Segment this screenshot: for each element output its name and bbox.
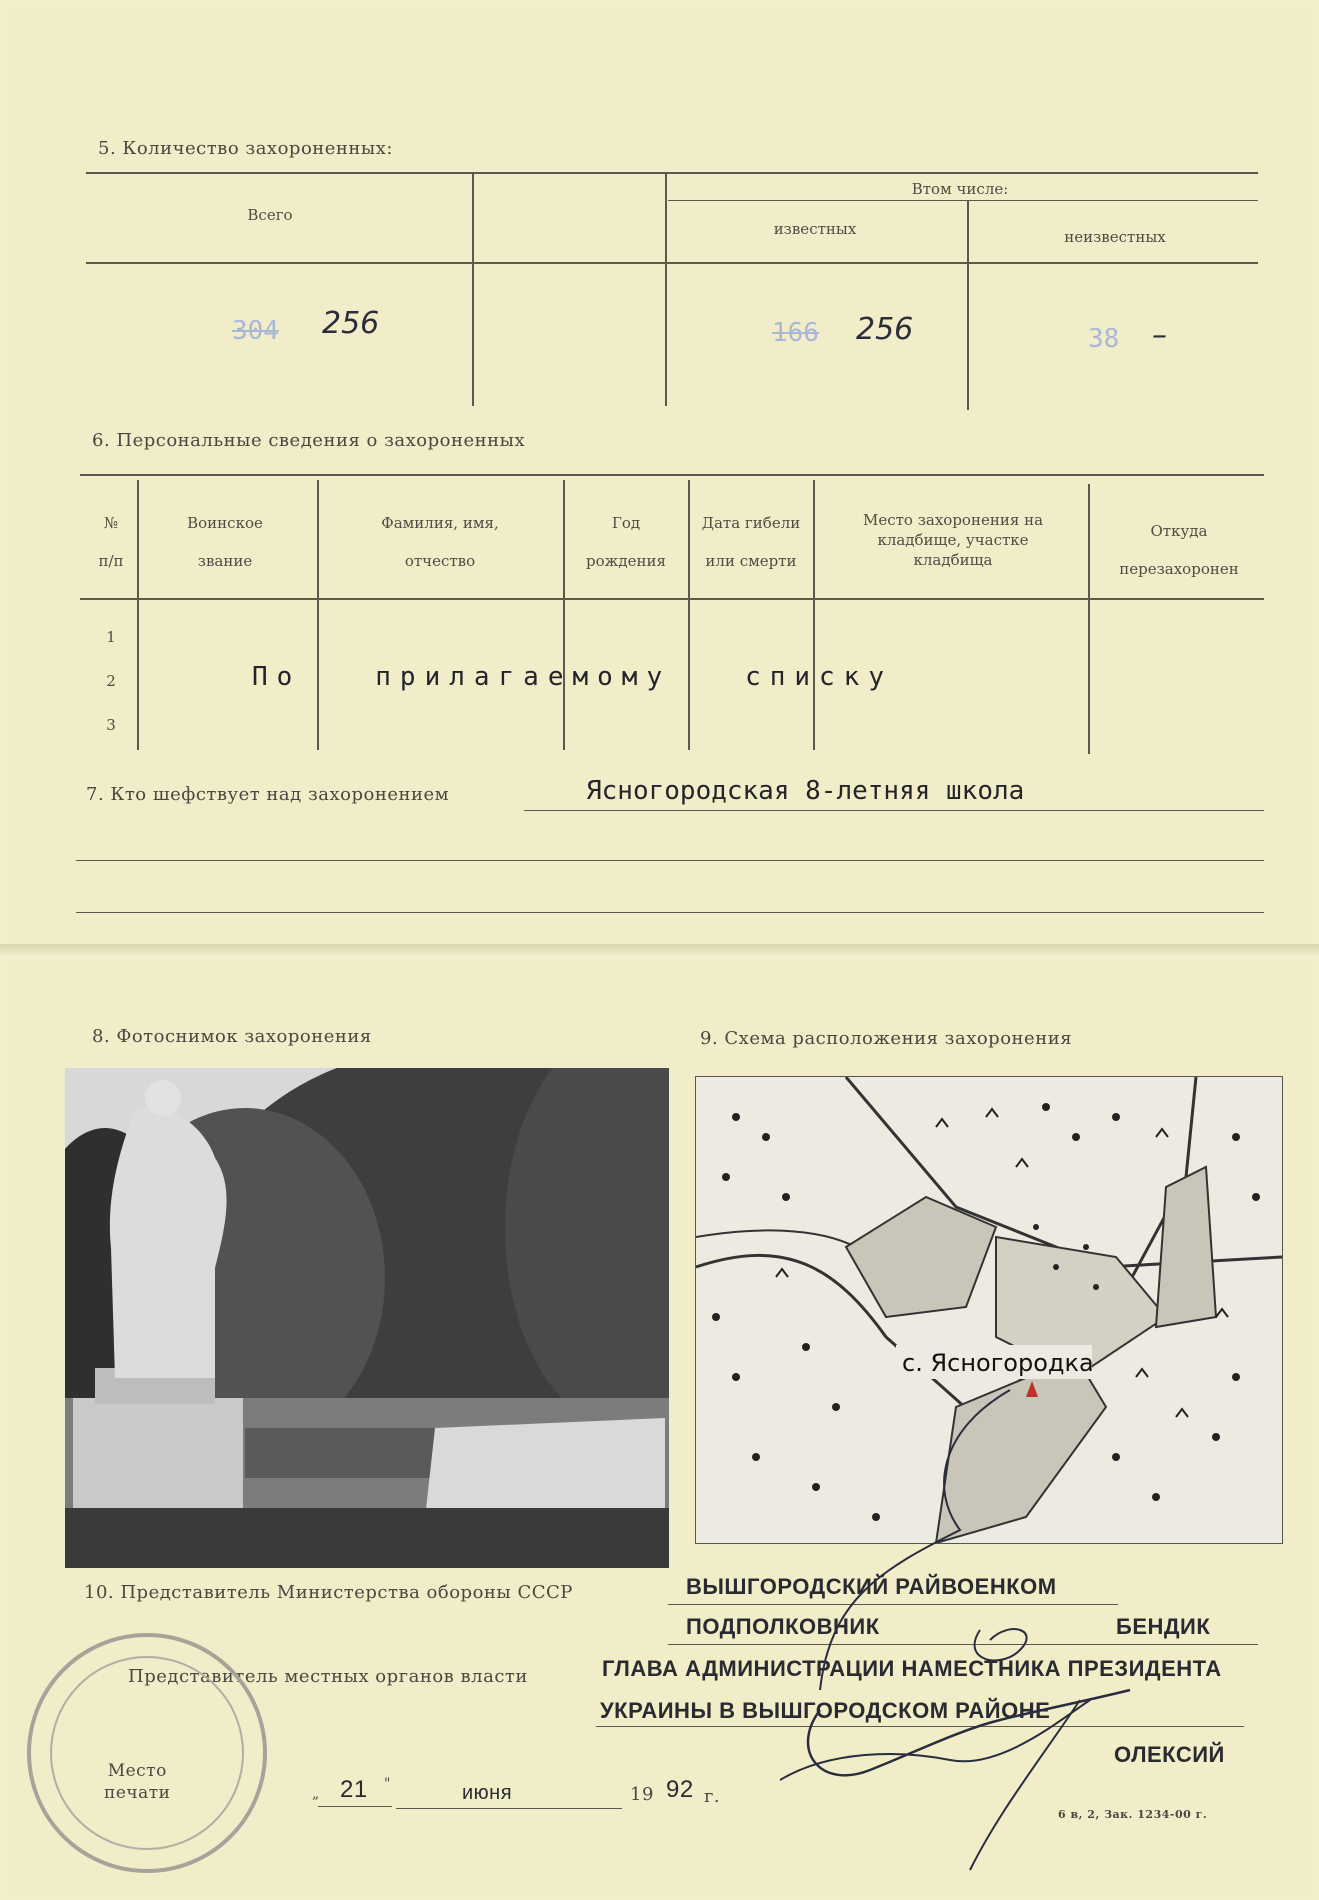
page-fold	[0, 944, 1319, 958]
local-representative-name: ОЛЕКСИЙ	[1114, 1742, 1225, 1767]
col-unknown-header: неизвестных	[1064, 228, 1166, 246]
table6-divider	[317, 480, 319, 750]
row-number: 1	[106, 628, 116, 646]
date-day: 21	[340, 1776, 368, 1803]
table5-subheader-border	[668, 200, 1258, 201]
col-including-header: Втом числе:	[911, 180, 1009, 198]
seal-place-label: Место печати	[104, 1761, 171, 1803]
printer-mark: 6 в, 2, Зак. 1234-00 г.	[1058, 1808, 1208, 1821]
map-village-label: с. Ясногородка	[902, 1349, 1094, 1377]
section6-label: 6. Персональные сведения о захороненных	[92, 430, 526, 451]
row-number: 3	[106, 716, 116, 734]
patron-value: Ясногородская 8-летняя школа	[586, 776, 1025, 806]
section10-mod-label: 10. Представитель Министерства обороны СССР	[84, 1582, 573, 1603]
section10-local-label: Представитель местных органов власти	[128, 1666, 528, 1687]
total-value: 256	[322, 306, 380, 341]
table6-top-border	[80, 474, 1264, 476]
local-representative-line2: УКРАИНЫ В ВЫШГОРОДСКОМ РАЙОНЕ	[600, 1698, 1051, 1723]
burial-photo	[65, 1068, 669, 1568]
table6-divider	[563, 480, 565, 750]
row-number: 2	[106, 672, 116, 690]
header-death-date: Дата гибели или смерти	[701, 514, 801, 570]
memorial-photo-image	[65, 1068, 669, 1568]
official-seal-stamp	[22, 1628, 272, 1878]
table5-divider	[472, 172, 474, 406]
header-full-name: Фамилия, имя, отчество	[381, 514, 499, 570]
section5-label: 5. Количество захороненных:	[98, 138, 393, 159]
patron-underline	[524, 810, 1264, 811]
unknown-value: –	[1152, 318, 1167, 353]
total-struck-value: 304	[232, 316, 279, 346]
date-month: июня	[462, 1782, 513, 1804]
known-struck-value: 166	[772, 318, 819, 348]
col-known-header: известных	[773, 220, 857, 238]
section9-label: 9. Схема расположения захоронения	[700, 1028, 1073, 1049]
mod-representative-line1: ВЫШГОРОДСКИЙ РАЙВОЕНКОМ	[686, 1574, 1057, 1599]
table6-header-border	[80, 598, 1264, 600]
header-number: № п/п	[98, 514, 124, 570]
col-total-header: Всего	[247, 206, 293, 224]
table6-divider	[137, 480, 139, 750]
header-birth-year: Год рождения	[585, 514, 666, 570]
table6-divider	[813, 480, 815, 750]
local-representative-line1: ГЛАВА АДМИНИСТРАЦИИ НАМЕСТНИКА ПРЕЗИДЕНТА	[602, 1656, 1222, 1681]
blank-line	[76, 912, 1264, 913]
date-year-prefix: 19	[630, 1784, 654, 1805]
date-quote-mark: "	[384, 1776, 391, 1792]
mod-representative-rank: ПОДПОЛКОВНИК	[686, 1614, 880, 1639]
blank-line	[76, 860, 1264, 861]
table5-divider	[665, 172, 667, 406]
attached-list-note: По прилагаемому списку	[252, 662, 893, 692]
section8-label: 8. Фотоснимок захоронения	[92, 1026, 372, 1047]
section7-label: 7. Кто шефствует над захоронением	[86, 784, 450, 805]
table5-top-border	[86, 172, 1258, 174]
table5-header-border	[86, 262, 1258, 264]
date-quote-mark: „	[312, 1786, 320, 1802]
header-reburied-from: Откуда перезахоронен	[1119, 522, 1239, 578]
table6-divider	[1088, 484, 1090, 754]
date-month-underline	[396, 1808, 622, 1809]
table5-divider	[967, 200, 969, 410]
date-day-underline	[318, 1806, 392, 1807]
date-year-suffix: 92	[666, 1776, 694, 1803]
unknown-struck-value: 38	[1088, 324, 1120, 354]
header-rank: Воинское звание	[187, 514, 263, 570]
header-burial-place: Место захоронения на кладбище, участке кладбища	[862, 511, 1044, 569]
mod-representative-name: БЕНДИК	[1116, 1614, 1211, 1639]
known-value: 256	[856, 312, 914, 347]
date-year-suffix-g: г.	[704, 1786, 721, 1807]
